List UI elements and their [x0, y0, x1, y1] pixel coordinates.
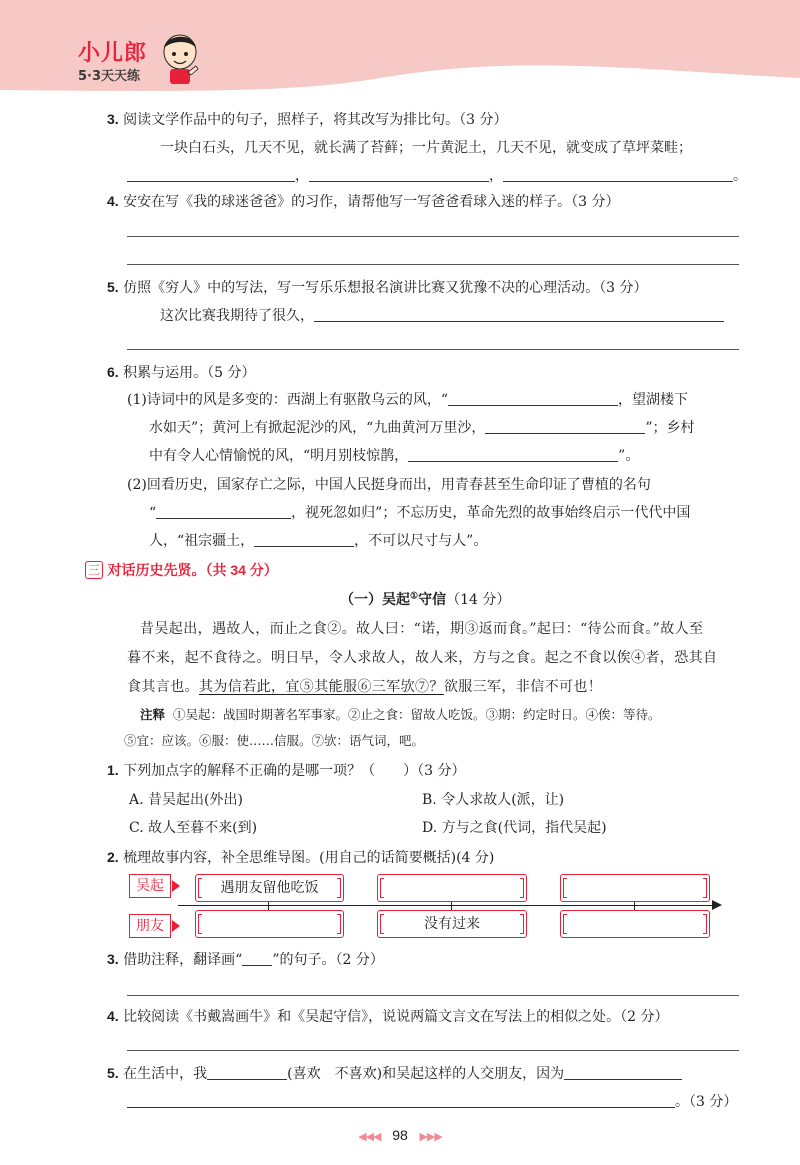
underline-sample	[242, 955, 272, 966]
question-number: 2.	[107, 849, 119, 865]
question-6	[107, 362, 256, 382]
q3-example: 一块白石头，几天不见，就长满了苔藓；一片黄泥土，几天不见，就变成了草坪菜畦；	[160, 140, 692, 156]
q6-part1-line1	[127, 389, 688, 409]
question-text: ”的句子。（2 分）	[272, 952, 384, 968]
mascot-icon	[158, 30, 202, 86]
text: “	[149, 505, 157, 521]
answer-blank[interactable]	[314, 307, 724, 322]
mindmap-box-bottom-1[interactable]	[195, 910, 344, 938]
answer-blank[interactable]	[408, 447, 618, 462]
mindmap-tag-friend: 朋友	[129, 914, 171, 938]
answer-blank[interactable]	[207, 1065, 287, 1080]
question-text: 在生活中，我	[123, 1066, 208, 1082]
text: ，视死忽如归”；不忘历史，革命先烈的故事始终启示一代代中国	[291, 505, 691, 521]
passage-question-5	[107, 1063, 682, 1083]
answer-blank[interactable]	[127, 1093, 675, 1108]
answer-blank[interactable]	[485, 419, 645, 434]
question-text: 阅读文学作品中的句子，照样子，将其改写为排比句。（3 分）	[123, 112, 508, 128]
question-text: 比较阅读《书戴嵩画牛》和《吴起守信》，说说两篇文言文在写法上的相似之处。（2 分）	[123, 1009, 669, 1025]
passage-title	[340, 589, 510, 609]
mindmap-box-top-1: 遇朋友留他吃饭	[195, 874, 344, 902]
text: (1)诗词中的风是多变的：西湖上有驱散乌云的风，“	[127, 392, 448, 408]
mindmap-box-bottom-3[interactable]	[560, 910, 710, 938]
underlined-sentence: 其为信若此，宜⑤其能服⑥三军欤⑦？	[199, 679, 444, 695]
answer-blank[interactable]	[156, 504, 291, 519]
answer-blank[interactable]	[448, 391, 618, 406]
text: 水如天”；黄河上有掀起泥沙的风，“九曲黄河万里沙，	[149, 420, 486, 436]
answer-blank[interactable]	[503, 167, 733, 182]
comma: ，	[489, 168, 503, 184]
question-text: 借助注释，翻译画“	[123, 952, 243, 968]
answer-line[interactable]	[127, 1050, 739, 1051]
answer-blank[interactable]	[127, 167, 295, 182]
passage-question-4	[107, 1006, 669, 1026]
section-badge: 三	[85, 561, 103, 579]
q5-answer-line	[127, 1091, 737, 1111]
question-number: 6.	[107, 364, 119, 380]
answer-line[interactable]	[127, 264, 739, 265]
mindmap-box-top-3[interactable]	[560, 874, 710, 902]
note-text: ①吴起：战国时期著名军事家。②止之食：留故人吃饭。③期：约定时日。④俟：等待。	[172, 707, 661, 722]
text: ，望湖楼下	[618, 392, 688, 408]
question-text: 积累与运用。（5 分）	[123, 365, 256, 381]
question-3	[107, 109, 508, 129]
text: 食其言也。	[127, 679, 199, 695]
section-title: 对话历史先贤。（共 34 分）	[107, 562, 278, 578]
question-text: 下列加点字的解释不正确的是哪一项？（ ）（3 分）	[123, 763, 466, 779]
page-number: 98	[392, 1127, 408, 1143]
text: 中有令人心情愉悦的风，“明月别枝惊鹊，	[149, 448, 409, 464]
passage-question-2	[107, 847, 494, 867]
notes-line-1	[140, 705, 660, 723]
notes-line-2: ⑤宜：应该。⑥服：使……信服。⑦欤：语气词，吧。	[124, 733, 425, 748]
question-number: 5.	[107, 279, 119, 295]
left-arrows-icon: ◀◀◀	[358, 1131, 381, 1143]
mindmap-tag-wuqi: 吴起	[129, 874, 171, 898]
answer-blank[interactable]	[254, 532, 354, 547]
q6-part2-line3	[149, 530, 487, 550]
text: ”；乡村	[645, 420, 695, 436]
answer-line[interactable]	[127, 236, 739, 237]
option-b[interactable]: B. 令人求故人(派，让)	[422, 792, 565, 808]
answer-blank[interactable]	[309, 167, 489, 182]
right-arrows-icon: ▶▶▶	[419, 1131, 442, 1143]
text: 欲服三军，非信不可也！	[443, 679, 603, 695]
question-5	[107, 277, 648, 297]
text: 人，“祖宗疆土，	[149, 533, 255, 549]
brand-subtitle: 5·3天天练	[78, 69, 141, 84]
q6-part1-line2	[149, 417, 695, 437]
footnote-mark: ①	[410, 591, 419, 602]
option-a[interactable]: A. 昔吴起出(外出)	[129, 792, 243, 808]
q6-part1-line3	[149, 445, 639, 465]
q6-part2-line2	[149, 502, 690, 522]
question-number: 5.	[107, 1065, 119, 1081]
notes-label: 注释	[140, 707, 166, 722]
q5-prompt-line	[160, 305, 724, 325]
answer-blank[interactable]	[564, 1065, 682, 1080]
score-text: 。（3 分）	[675, 1094, 738, 1110]
question-number: 4.	[107, 193, 119, 209]
question-text: (喜欢 不喜欢)和吴起这样的人交朋友，因为	[287, 1066, 565, 1082]
section-heading	[85, 560, 278, 580]
option-c[interactable]: C. 故人至暮不来(到)	[129, 820, 258, 836]
q6-part2-line1: (2)回看历史，国家存亡之际，中国人民挺身而出，用青春甚至生命印证了曹植的名句	[127, 477, 651, 493]
period: 。	[733, 168, 747, 184]
brand-logo	[78, 36, 147, 84]
question-text: 梳理故事内容，补全思维导图。(用自己的话简要概括)(4 分)	[123, 850, 495, 866]
text: ”。	[618, 448, 640, 464]
question-number: 4.	[107, 1008, 119, 1024]
title-text: 守信	[418, 592, 447, 608]
q5-prompt: 这次比赛我期待了很久，	[160, 308, 314, 324]
question-text: 安安在写《我的球迷爸爸》的习作，请帮他写一写爸爸看球入迷的样子。（3 分）	[123, 194, 620, 210]
page-footer	[0, 1127, 800, 1143]
title-text: （一）吴起	[340, 592, 410, 608]
passage-line-2: 暮不来，起不食待之。明日早，令人求故人，故人来，方与之食。起之不食以俟④者，恐其自	[127, 650, 718, 666]
passage-line-1: 昔吴起出，遇故人，而止之食②。故人曰：“诺，期③返而食。”起曰：“待公而食。”故人至	[140, 621, 704, 637]
question-number: 3.	[107, 111, 119, 127]
brand-name: 小儿郎	[78, 41, 148, 66]
passage-question-3	[107, 949, 384, 969]
q3-answer-line	[127, 165, 747, 185]
question-text: 仿照《穷人》中的写法，写一写乐乐想报名演讲比赛又犹豫不决的心理活动。（3 分）	[123, 280, 648, 296]
question-number: 1.	[107, 762, 119, 778]
answer-line[interactable]	[127, 995, 739, 996]
mindmap-box-top-2[interactable]	[377, 874, 527, 902]
question-4	[107, 191, 620, 211]
title-score: （14 分）	[446, 592, 511, 608]
comma: ，	[295, 168, 309, 184]
mindmap-box-bottom-2: 没有过来	[377, 910, 527, 938]
passage-line-3	[127, 676, 602, 696]
passage-question-1	[107, 760, 466, 780]
question-number: 3.	[107, 951, 119, 967]
timeline-arrow-icon	[712, 900, 722, 910]
text: ，不可以尺寸与人”。	[354, 533, 488, 549]
option-d[interactable]: D. 方与之食(代词，指代吴起)	[422, 820, 607, 836]
answer-line[interactable]	[127, 349, 739, 350]
